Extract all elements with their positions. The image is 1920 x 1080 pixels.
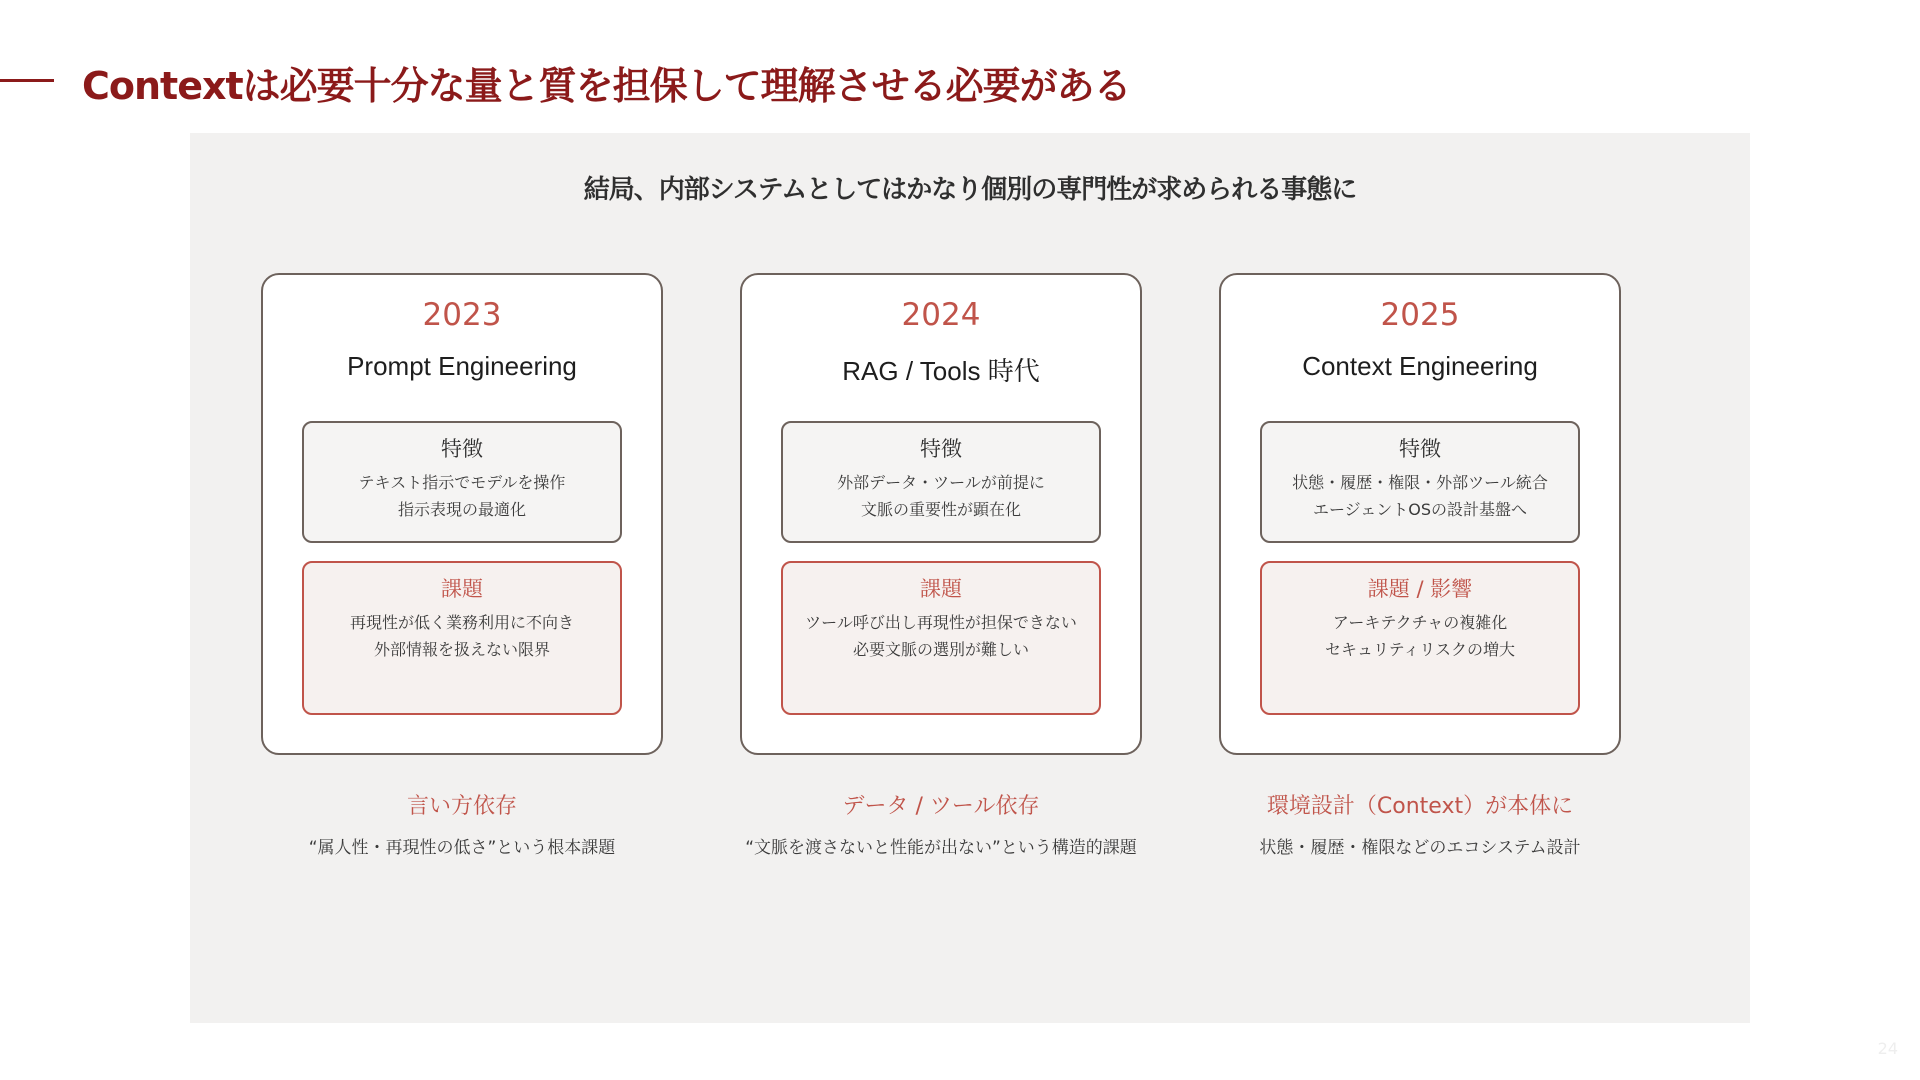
content-panel [190, 133, 1750, 1023]
feature-label: 特徴 [441, 437, 483, 461]
issue-label: 課題 / 影響 [1367, 577, 1473, 601]
era-name: RAG / Tools 時代 [842, 356, 1040, 386]
era-description: “文脈を渡さないと性能が出ない”という構造的課題 [745, 838, 1137, 858]
issue-line: ツール呼び出し再現性が担保できない [805, 613, 1077, 632]
era-year: 2025 [1380, 297, 1460, 333]
era-card [740, 273, 1142, 755]
era-name: Context Engineering [1302, 351, 1538, 381]
issue-box [1260, 561, 1580, 715]
issue-line: 再現性が低く業務利用に不向き [349, 613, 574, 632]
title-rule [0, 79, 54, 82]
feature-label: 特徴 [1399, 437, 1441, 461]
era-name: Prompt Engineering [347, 351, 577, 381]
feature-box [781, 421, 1101, 543]
era-summary: 環境設計（Context）が本体に [1266, 794, 1574, 819]
issue-line: 外部情報を扱えない限界 [373, 640, 550, 659]
era-description: 状態・履歴・権限などのエコシステム設計 [1259, 838, 1581, 858]
slide-title: Contextは必要十分な量と質を担保して理解させる必要がある [82, 64, 1131, 108]
issue-line: 必要文脈の選別が難しい [852, 640, 1029, 659]
issue-label: 課題 [441, 577, 483, 601]
issue-line: アーキテクチャの複雑化 [1332, 613, 1508, 632]
era-2025 [1219, 273, 1621, 858]
era-summary: データ / ツール依存 [842, 794, 1040, 819]
feature-box [1260, 421, 1580, 543]
feature-line: エージェントOSの設計基盤へ [1312, 500, 1528, 519]
feature-label: 特徴 [920, 437, 962, 461]
era-card [1219, 273, 1621, 755]
feature-line: 文脈の重要性が顕在化 [860, 500, 1021, 519]
era-description: “属人性・再現性の低さ”という根本課題 [308, 838, 616, 858]
issue-label: 課題 [920, 577, 962, 601]
issue-box [302, 561, 622, 715]
feature-line: テキスト指示でモデルを操作 [358, 473, 566, 492]
era-2024 [740, 273, 1142, 858]
issue-box [781, 561, 1101, 715]
era-2023 [261, 273, 663, 858]
era-summary: 言い方依存 [406, 794, 517, 819]
era-year: 2024 [901, 297, 981, 333]
panel-title: 結局、内部システムとしてはかなり個別の専門性が求められる事態に [583, 175, 1357, 205]
era-card [261, 273, 663, 755]
feature-box [302, 421, 622, 543]
feature-line: 状態・履歴・権限・外部ツール統合 [1292, 473, 1548, 492]
feature-line: 指示表現の最適化 [397, 500, 526, 519]
page-number: 24 [1877, 1039, 1898, 1058]
feature-line: 外部データ・ツールが前提に [837, 473, 1045, 492]
era-year: 2023 [422, 297, 502, 333]
issue-line: セキュリティリスクの増大 [1324, 640, 1516, 659]
